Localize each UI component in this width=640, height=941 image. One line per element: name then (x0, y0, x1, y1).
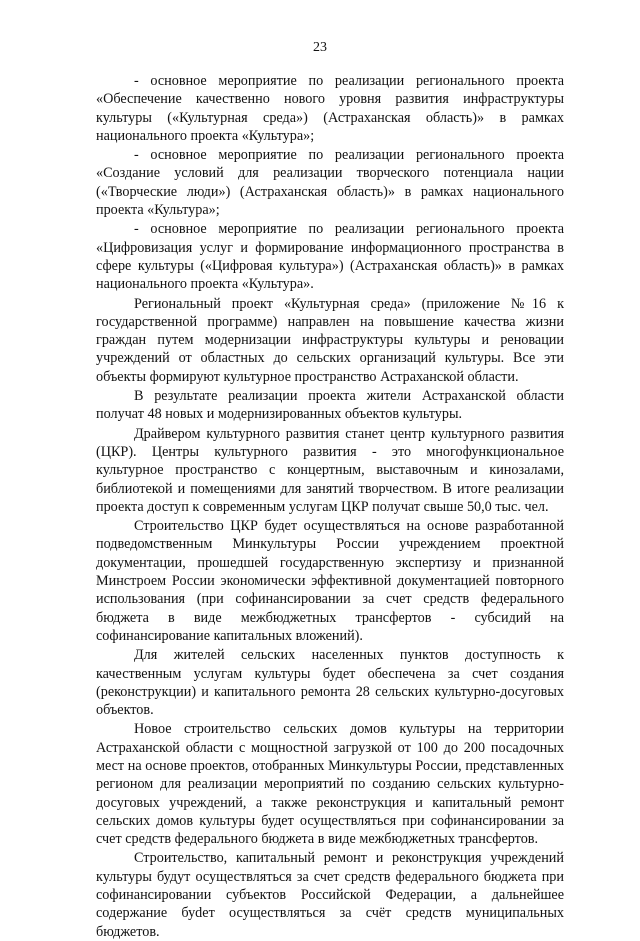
paragraph: Строительство, капитальный ремонт и реконструкция учреждений культуры будут осуществляться за счет средств федерального бюджета при софинансировании субъектов Российской Федерации, а дальнейшее содержание буdет осуществляться за счёт средств муниципальных бюджетов. (96, 850, 564, 940)
paragraph: - основное мероприятие по реализации регионального проекта «Создание условий для реализации творческого потенциала нации («Творческие люди») (Астраханская область)» в рамках национального проекта «Культура»; (96, 147, 564, 219)
paragraph: - основное мероприятие по реализации регионального проекта «Цифровизация услуг и формирование информационного пространства в сфере культуры («Цифровая культура») (Астраханская область)» в рамках национального проекта «Культура». (96, 221, 564, 293)
paragraph: Драйвером культурного развития станет центр культурного развития (ЦКР). Центры культурного развития - это многофункциональное культурное пространство с концертным, выставочным и кинозалами, библиотекой и помещениями для занятий творчеством. В итоге реализации проекта доступ к современным услугам ЦКР получат свыше 50,0 тыс. чел. (96, 425, 564, 515)
paragraph: Новое строительство сельских домов культуры на территории Астраханской области с мощностной загрузкой от 100 до 200 посадочных мест на основе проектов, отобранных Минкультуры России, представленных регионом для реализации мероприятий по созданию сельских культурно-досуговых учреждений, а также реконструкция и капитальный ремонт сельских домов культуры будет осуществляться при софинансировании за счет средств федерального бюджета в виде межбюджетных трансфертов. (96, 721, 564, 848)
body-text (96, 72, 564, 941)
page-number: 23 (313, 40, 327, 55)
paragraph: Для жителей сельских населенных пунктов доступность к качественным услугам культуры будет обеспечена за счет создания (реконструкции) и капитального ремонта 28 сельских культурно-досуговых объектов. (96, 647, 564, 719)
paragraph: В результате реализации проекта жители Астраханской области получат 48 новых и модернизированных объектов культуры. (96, 388, 564, 423)
paragraph: Региональный проект «Культурная среда» (приложение №16 к государственной программе) направлен на повышение качества жизни граждан путем модернизации инфраструктуры культуры и реновации учреждений от областных до сельских организаций культуры. Все эти объекты формируют культурное пространство Астраханской области. (96, 295, 564, 385)
paragraph: Строительство ЦКР будет осуществляться на основе разработанной подведомственным Минкультуры России учреждением проектной документации, прошедшей государственную экспертизу и признанной Минстроем России экономически эффективной документацией повторного использования (при софинансировании за счет средств федерального бюджета в виде межбюджетных трансфертов - субсидий на софинансирование капитальных вложений). (96, 518, 564, 644)
paragraph: - основное мероприятие по реализации регионального проекта «Обеспечение качественно нового уровня развития инфраструктуры культуры («Культурная среда») (Астраханская область)» в рамках национального проекта «Культура»; (96, 73, 564, 144)
